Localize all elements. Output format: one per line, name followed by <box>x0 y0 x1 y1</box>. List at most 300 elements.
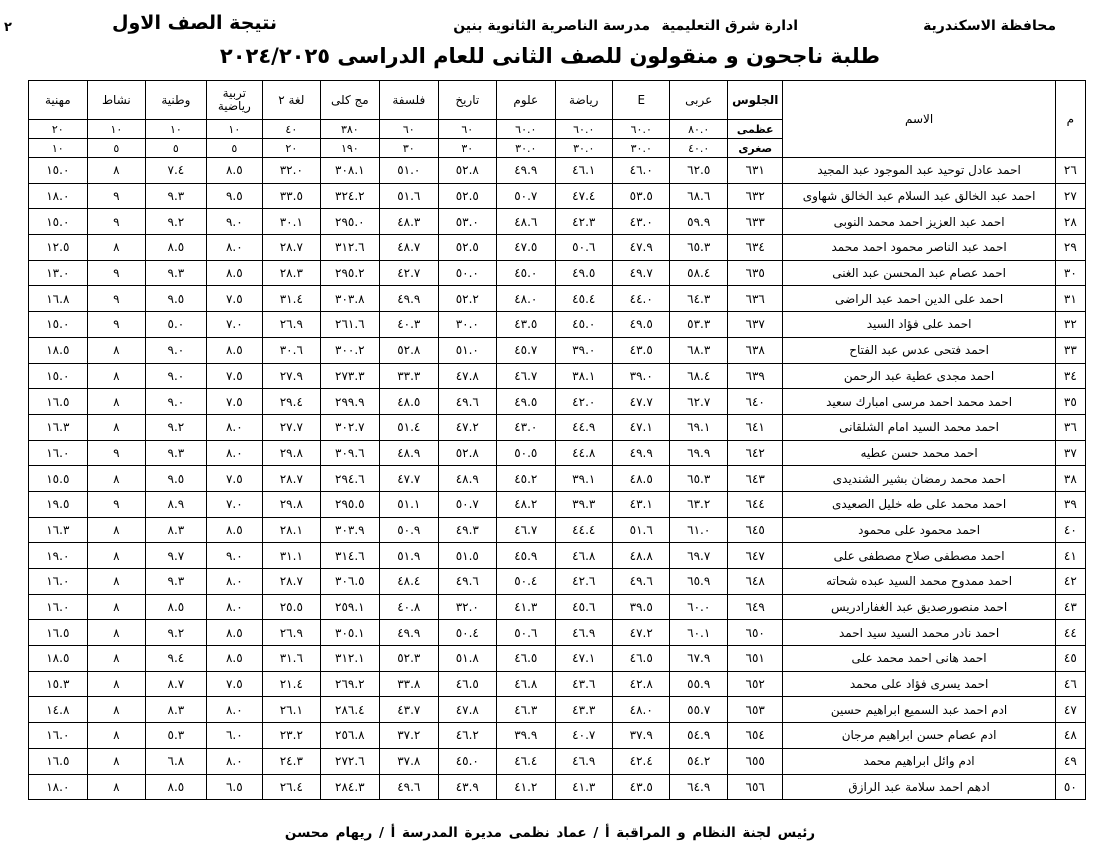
grade-cell: ٥٢.٨ <box>438 440 496 466</box>
grade-cell: ٩.٣ <box>146 440 207 466</box>
grade-cell: ٦.٨ <box>146 748 207 774</box>
grade-cell: ٩.٠ <box>146 389 207 415</box>
row-number: ٣٧ <box>1055 440 1085 466</box>
result-title: نتيجة الصف الاول <box>112 12 278 34</box>
grade-cell: ٤٩.٥ <box>497 389 555 415</box>
grade-cell: ٨.٥ <box>146 594 207 620</box>
grade-cell: ٣٩.٠ <box>613 363 670 389</box>
grade-cell: ٨ <box>87 569 145 595</box>
grade-cell: ٤٦.٩ <box>555 748 612 774</box>
grade-cell: ٤٥.٩ <box>497 543 555 569</box>
grade-cell: ٩ <box>87 312 145 338</box>
grade-cell: ٤٧.١ <box>555 646 612 672</box>
table-row <box>29 569 1086 595</box>
grade-cell: ٧.٥ <box>206 671 262 697</box>
grade-cell: ١٨.٥ <box>29 337 88 363</box>
grade-cell: ٤٥.٧ <box>497 337 555 363</box>
seat-number: ٦٤٣ <box>727 466 782 492</box>
grade-cell: ٨.٥ <box>206 620 262 646</box>
grade-cell: ٨.٠ <box>206 697 262 723</box>
table-row <box>29 260 1086 286</box>
grade-cell: ٤٧.٢ <box>438 414 496 440</box>
grade-cell: ٣١٤.٦ <box>320 543 380 569</box>
student-name: ادهم احمد سلامة عبد الرازق <box>783 774 1055 800</box>
grade-cell: ٦٢.٥ <box>670 158 727 184</box>
grade-cell: ٤٨.٧ <box>380 235 438 261</box>
grade-cell: ٤٦.٥ <box>497 646 555 672</box>
grade-cell: ٥١.٠ <box>380 158 438 184</box>
grade-cell: ٤٦.٨ <box>497 671 555 697</box>
grade-cell: ٩.٠ <box>146 337 207 363</box>
grade-cell: ٥١.٤ <box>380 414 438 440</box>
grade-cell: ٤٩.٩ <box>497 158 555 184</box>
row-number: ٤٥ <box>1055 646 1085 672</box>
grade-cell: ٩ <box>87 183 145 209</box>
grade-cell: ٣٣.٣ <box>380 363 438 389</box>
student-name: ادم احمد عبد السميع ابراهيم حسين <box>783 697 1055 723</box>
student-name: احمد محمود على محمود <box>783 517 1055 543</box>
grade-cell: ٨.٥ <box>146 235 207 261</box>
grade-cell: ٢٧٣.٣ <box>320 363 380 389</box>
grade-cell: ٨.٠ <box>206 440 262 466</box>
grade-cell: ٣٠٣.٩ <box>320 517 380 543</box>
grade-cell: ١٦.٨ <box>29 286 88 312</box>
grade-cell: ٩ <box>87 260 145 286</box>
table-row <box>29 414 1086 440</box>
grade-cell: ٢٧.٧ <box>263 414 320 440</box>
grade-cell: ٤٢.٧ <box>380 260 438 286</box>
grade-cell: ٥٥.٩ <box>670 671 727 697</box>
seat-number: ٦٤٧ <box>727 543 782 569</box>
student-name: احمد هانى احمد محمد على <box>783 646 1055 672</box>
grade-cell: ٤٦.٥ <box>438 671 496 697</box>
row-number: ٣٣ <box>1055 337 1085 363</box>
seat-number: ٦٥٣ <box>727 697 782 723</box>
grade-cell: ٤٨.٥ <box>380 389 438 415</box>
grade-cell: ٩ <box>87 286 145 312</box>
grade-cell: ٥٩.٩ <box>670 209 727 235</box>
grade-cell: ٨ <box>87 748 145 774</box>
seat-number: ٦٤٩ <box>727 594 782 620</box>
seat-number: ٦٤٢ <box>727 440 782 466</box>
student-name: احمد على الدين احمد عبد الراضى <box>783 286 1055 312</box>
grade-cell: ٦٠.١ <box>670 620 727 646</box>
col-header-subject: مهنية <box>29 81 88 120</box>
min-score: ٤٠.٠ <box>670 139 727 158</box>
student-name: احمد على فؤاد السيد <box>783 312 1055 338</box>
student-name: احمد عبد الناصر محمود احمد محمد <box>783 235 1055 261</box>
min-score: ٥ <box>146 139 207 158</box>
grade-cell: ٥٢.٣ <box>380 646 438 672</box>
grade-cell: ٢٥٦.٨ <box>320 723 380 749</box>
seat-number: ٦٣٤ <box>727 235 782 261</box>
student-name: احمد محمد على طه خليل الصعيدى <box>783 491 1055 517</box>
row-number: ٣٦ <box>1055 414 1085 440</box>
grade-cell: ٤٧.٥ <box>497 235 555 261</box>
grade-cell: ٣١٢.١ <box>320 646 380 672</box>
seat-number: ٦٣٧ <box>727 312 782 338</box>
grade-cell: ٢٩٥.٠ <box>320 209 380 235</box>
grade-cell: ٨ <box>87 594 145 620</box>
grade-cell: ٢٧٢.٦ <box>320 748 380 774</box>
grade-cell: ٨ <box>87 697 145 723</box>
seat-number: ٦٣١ <box>727 158 782 184</box>
grade-cell: ٥٤.٩ <box>670 723 727 749</box>
grade-cell: ٩.٣ <box>146 183 207 209</box>
col-header-subject: تربية رياضية <box>206 81 262 120</box>
grade-cell: ٥٤.٢ <box>670 748 727 774</box>
grade-cell: ٥٥.٧ <box>670 697 727 723</box>
grade-cell: ٢٥.٥ <box>263 594 320 620</box>
grade-cell: ٨.٥ <box>146 774 207 800</box>
grade-cell: ١٥.٠ <box>29 158 88 184</box>
max-score: ١٠ <box>146 120 207 139</box>
grade-cell: ٦.٥ <box>206 774 262 800</box>
row-number: ٣٥ <box>1055 389 1085 415</box>
table-row <box>29 517 1086 543</box>
grade-cell: ٤٨.٦ <box>497 209 555 235</box>
grade-cell: ١٥.٠ <box>29 363 88 389</box>
table-row <box>29 466 1086 492</box>
grade-cell: ٢٤.٣ <box>263 748 320 774</box>
seat-number: ٦٤٤ <box>727 491 782 517</box>
col-header-subject: وطنية <box>146 81 207 120</box>
grade-cell: ٤٩.٣ <box>438 517 496 543</box>
seat-number: ٦٤٠ <box>727 389 782 415</box>
table-row <box>29 337 1086 363</box>
table-row <box>29 183 1086 209</box>
grade-cell: ٨ <box>87 337 145 363</box>
row-number: ٣١ <box>1055 286 1085 312</box>
col-header-subject: نشاط <box>87 81 145 120</box>
grade-cell: ٥١.٥ <box>438 543 496 569</box>
col-header-subject: رياضة <box>555 81 612 120</box>
student-name: ادم عصام حسن ابراهيم مرجان <box>783 723 1055 749</box>
col-header-subject: علوم <box>497 81 555 120</box>
grade-cell: ٥٠.٤ <box>497 569 555 595</box>
grade-cell: ٢٩٥.٥ <box>320 491 380 517</box>
grade-cell: ٥٠.٠ <box>438 260 496 286</box>
grade-cell: ٤٦.٥ <box>613 646 670 672</box>
grade-cell: ٤٤.٠ <box>613 286 670 312</box>
row-number: ٢٩ <box>1055 235 1085 261</box>
table-row <box>29 723 1086 749</box>
row-number: ٣٩ <box>1055 491 1085 517</box>
grade-cell: ٤٥.٠ <box>497 260 555 286</box>
grade-cell: ٣٩.١ <box>555 466 612 492</box>
col-header-subject: مج كلى <box>320 81 380 120</box>
grade-cell: ٦٩.١ <box>670 414 727 440</box>
grade-cell: ٢٦١.٦ <box>320 312 380 338</box>
grade-cell: ٤٨.٣ <box>380 209 438 235</box>
grade-cell: ٧.٠ <box>206 312 262 338</box>
grade-cell: ٣٩.٠ <box>555 337 612 363</box>
grade-cell: ١٥.٥ <box>29 466 88 492</box>
table-row <box>29 697 1086 723</box>
row-number: ٤٣ <box>1055 594 1085 620</box>
max-score: ٢٠ <box>29 120 88 139</box>
grade-cell: ٣٠٠.٢ <box>320 337 380 363</box>
table-row <box>29 646 1086 672</box>
col-header-subject: فلسفة <box>380 81 438 120</box>
max-score: ٨٠.٠ <box>670 120 727 139</box>
grade-cell: ٢٨٤.٣ <box>320 774 380 800</box>
grade-cell: ٩.٢ <box>146 209 207 235</box>
grade-cell: ٣٢٤.٢ <box>320 183 380 209</box>
grade-cell: ٥٠.٥ <box>497 440 555 466</box>
student-name: احمد مجدى عطية عبد الرحمن <box>783 363 1055 389</box>
grade-cell: ٤٦.١ <box>555 158 612 184</box>
row-number: ٣٠ <box>1055 260 1085 286</box>
grade-cell: ٨ <box>87 363 145 389</box>
grade-cell: ٥١.٩ <box>380 543 438 569</box>
seat-number: ٦٤٥ <box>727 517 782 543</box>
grade-cell: ٢١.٤ <box>263 671 320 697</box>
grade-cell: ٢٦.١ <box>263 697 320 723</box>
grade-cell: ١٨.٥ <box>29 646 88 672</box>
col-header-seat: الجلوس <box>727 81 782 120</box>
grade-cell: ٧.٥ <box>206 286 262 312</box>
grade-cell: ٤٢.٤ <box>613 748 670 774</box>
row-number: ٥٠ <box>1055 774 1085 800</box>
grade-cell: ٦٥.٩ <box>670 569 727 595</box>
grade-cell: ٤٩.٩ <box>380 286 438 312</box>
grade-cell: ٨.٣ <box>146 697 207 723</box>
min-score: ٣٠ <box>380 139 438 158</box>
grade-cell: ٤٦.٧ <box>497 363 555 389</box>
grade-cell: ٣٠٦.٥ <box>320 569 380 595</box>
grade-cell: ٤٣.٣ <box>555 697 612 723</box>
row-number: ٤٩ <box>1055 748 1085 774</box>
row-number: ٤٢ <box>1055 569 1085 595</box>
min-score: ٣٠.٠ <box>497 139 555 158</box>
grade-cell: ٨.٠ <box>206 414 262 440</box>
grade-cell: ٥٢.٨ <box>380 337 438 363</box>
grade-cell: ٤٧.٢ <box>613 620 670 646</box>
grade-cell: ٤٦.٤ <box>497 748 555 774</box>
grade-cell: ٢٩٤.٦ <box>320 466 380 492</box>
grade-cell: ٢٩٥.٢ <box>320 260 380 286</box>
grade-cell: ٩ <box>87 209 145 235</box>
grade-cell: ٤٩.٦ <box>438 569 496 595</box>
grade-cell: ٩ <box>87 491 145 517</box>
grade-cell: ٢٨.١ <box>263 517 320 543</box>
max-score: ٦٠ <box>438 120 496 139</box>
grade-cell: ٦٠.٠ <box>670 594 727 620</box>
grade-cell: ٢٣.٢ <box>263 723 320 749</box>
grade-cell: ٨.٥ <box>206 337 262 363</box>
grade-cell: ٢٦.٩ <box>263 620 320 646</box>
grade-cell: ٤٠.٨ <box>380 594 438 620</box>
grade-cell: ١٦.٠ <box>29 569 88 595</box>
grade-cell: ٥١.١ <box>380 491 438 517</box>
max-score: ٤٠ <box>263 120 320 139</box>
grade-cell: ٤٣.٠ <box>613 209 670 235</box>
grade-cell: ٤٣.٦ <box>555 671 612 697</box>
grade-cell: ٩.٠ <box>146 363 207 389</box>
grade-cell: ٩.٠ <box>206 209 262 235</box>
grade-cell: ٥١.٦ <box>613 517 670 543</box>
min-score: ٢٠ <box>263 139 320 158</box>
grade-cell: ٨.٥ <box>206 646 262 672</box>
grade-cell: ٨ <box>87 517 145 543</box>
max-score: ٦٠.٠ <box>613 120 670 139</box>
grade-cell: ١٣.٠ <box>29 260 88 286</box>
student-name: احمد منصورصديق عبد الغفارادريس <box>783 594 1055 620</box>
grade-cell: ٩.٣ <box>146 260 207 286</box>
grade-cell: ٣٧.٢ <box>380 723 438 749</box>
grade-cell: ٦٣.٢ <box>670 491 727 517</box>
student-name: احمد عبد الخالق عبد السلام عبد الخالق شهاوى <box>783 183 1055 209</box>
grade-cell: ٤٢.٣ <box>555 209 612 235</box>
grade-cell: ٢٦.٤ <box>263 774 320 800</box>
grade-cell: ٤٧.٤ <box>555 183 612 209</box>
grade-cell: ٢٦.٩ <box>263 312 320 338</box>
grade-cell: ٤٨.٨ <box>613 543 670 569</box>
seat-number: ٦٥٥ <box>727 748 782 774</box>
grade-cell: ٨.٥ <box>206 260 262 286</box>
grade-cell: ٩.٥ <box>146 466 207 492</box>
grade-cell: ٤٦.٩ <box>555 620 612 646</box>
table-row <box>29 158 1086 184</box>
grade-cell: ٤١.٣ <box>497 594 555 620</box>
seat-number: ٦٥٠ <box>727 620 782 646</box>
grade-cell: ٣٢.٠ <box>438 594 496 620</box>
student-name: احمد يسرى فؤاد على محمد <box>783 671 1055 697</box>
seat-number: ٦٣٥ <box>727 260 782 286</box>
grade-cell: ٤٩.٥ <box>613 312 670 338</box>
signatures-footer: رئيس لجنة النظام و المراقبة أ / عماد نظمى مديرة المدرسة أ / ريهام محسن <box>284 825 816 841</box>
student-name: احمد مصطفى صلاح مصطفى على <box>783 543 1055 569</box>
student-name: احمد فتحى عدس عبد الفتاح <box>783 337 1055 363</box>
grade-cell: ٥.٠ <box>146 312 207 338</box>
grade-cell: ٤٧.٧ <box>613 389 670 415</box>
row-number: ٤٤ <box>1055 620 1085 646</box>
grade-cell: ٤٨.٩ <box>380 440 438 466</box>
grade-cell: ١٦.٥ <box>29 748 88 774</box>
grade-cell: ٩.٥ <box>146 286 207 312</box>
grade-cell: ٨ <box>87 620 145 646</box>
grade-cell: ٩.٢ <box>146 414 207 440</box>
grade-cell: ٦.٠ <box>206 723 262 749</box>
grade-cell: ٣١.٤ <box>263 286 320 312</box>
student-name: احمد ممدوح محمد السيد عبده شحاته <box>783 569 1055 595</box>
grade-cell: ٥٣.٥ <box>613 183 670 209</box>
row-number: ٤٠ <box>1055 517 1085 543</box>
grade-cell: ٧.٠ <box>206 491 262 517</box>
grade-cell: ٥٠.٦ <box>555 235 612 261</box>
grade-cell: ١٨.٠ <box>29 774 88 800</box>
seat-number: ٦٤٨ <box>727 569 782 595</box>
min-label: صغرى <box>727 139 782 158</box>
grade-cell: ٢٨٦.٤ <box>320 697 380 723</box>
grade-cell: ٨.٧ <box>146 671 207 697</box>
grade-cell: ٨ <box>87 389 145 415</box>
grade-cell: ١٥.٠ <box>29 209 88 235</box>
grade-cell: ١٨.٠ <box>29 183 88 209</box>
grade-cell: ٧.٤ <box>146 158 207 184</box>
grade-cell: ٤٣.٥ <box>613 337 670 363</box>
grade-cell: ٦٩.٩ <box>670 440 727 466</box>
grade-cell: ٤٣.٥ <box>497 312 555 338</box>
max-label: عظمى <box>727 120 782 139</box>
grade-cell: ٤٩.٦ <box>380 774 438 800</box>
row-number: ٣٢ <box>1055 312 1085 338</box>
student-name: احمد عادل توحيد عبد الموجود عبد المجيد <box>783 158 1055 184</box>
grade-cell: ١٩.٥ <box>29 491 88 517</box>
grade-cell: ٨ <box>87 543 145 569</box>
grade-cell: ٦٤.٣ <box>670 286 727 312</box>
grade-cell: ٢٦٩.٢ <box>320 671 380 697</box>
grade-cell: ٤٠.٧ <box>555 723 612 749</box>
grade-cell: ٣١.١ <box>263 543 320 569</box>
grade-cell: ٨ <box>87 158 145 184</box>
table-row <box>29 363 1086 389</box>
seat-number: ٦٣٣ <box>727 209 782 235</box>
grade-cell: ٤٧.٨ <box>438 363 496 389</box>
max-score: ٦٠.٠ <box>497 120 555 139</box>
grade-cell: ٢٩.٤ <box>263 389 320 415</box>
col-header-num: م <box>1055 81 1085 158</box>
table-row <box>29 209 1086 235</box>
grade-cell: ٥٠.٧ <box>497 183 555 209</box>
grade-cell: ١٦.٣ <box>29 414 88 440</box>
grade-cell: ٣٠٥.١ <box>320 620 380 646</box>
grade-cell: ٨.٠ <box>206 235 262 261</box>
grade-cell: ٨.٠ <box>206 748 262 774</box>
table-row <box>29 235 1086 261</box>
grade-cell: ٧.٥ <box>206 389 262 415</box>
results-table <box>28 80 1086 800</box>
student-name: احمد محمد السيد امام الشلقانى <box>783 414 1055 440</box>
grade-cell: ٥٣.٠ <box>438 209 496 235</box>
grade-cell: ٢٩.٨ <box>263 491 320 517</box>
grade-cell: ١٩.٠ <box>29 543 88 569</box>
grade-cell: ٥٢.٨ <box>438 158 496 184</box>
grade-cell: ١٥.٠ <box>29 312 88 338</box>
table-row <box>29 543 1086 569</box>
min-score: ٥ <box>87 139 145 158</box>
grade-cell: ١٦.٥ <box>29 620 88 646</box>
grade-cell: ٥١.٠ <box>438 337 496 363</box>
col-header-name: الاسم <box>783 81 1055 158</box>
grade-cell: ٤٦.٣ <box>497 697 555 723</box>
student-name: احمد عصام عبد المحسن عبد الغنى <box>783 260 1055 286</box>
grade-cell: ٤٥.٦ <box>555 594 612 620</box>
grade-cell: ٢٩.٨ <box>263 440 320 466</box>
grade-cell: ٧.٥ <box>206 466 262 492</box>
grade-cell: ٤٦.٨ <box>555 543 612 569</box>
grade-cell: ٥.٣ <box>146 723 207 749</box>
grade-cell: ٦٥.٣ <box>670 466 727 492</box>
max-score: ٣٨٠ <box>320 120 380 139</box>
grade-cell: ١٤.٨ <box>29 697 88 723</box>
col-header-subject: تاريخ <box>438 81 496 120</box>
row-number: ٢٦ <box>1055 158 1085 184</box>
header-row-labels <box>29 81 1086 120</box>
grade-cell: ٢٧.٩ <box>263 363 320 389</box>
min-score: ١٠ <box>29 139 88 158</box>
grade-cell: ٧.٥ <box>206 363 262 389</box>
col-header-subject: عربى <box>670 81 727 120</box>
table-row <box>29 620 1086 646</box>
governorate-label: محافظة الاسكندرية <box>923 18 1056 34</box>
max-score: ١٠ <box>87 120 145 139</box>
grade-cell: ٦٢.٧ <box>670 389 727 415</box>
document-title: طلبة ناجحون و منقولون للصف الثانى للعام الدراسى ٢٠٢٤/٢٠٢٥ <box>219 44 881 68</box>
grade-cell: ٤٧.١ <box>613 414 670 440</box>
grade-cell: ٤٩.٩ <box>613 440 670 466</box>
